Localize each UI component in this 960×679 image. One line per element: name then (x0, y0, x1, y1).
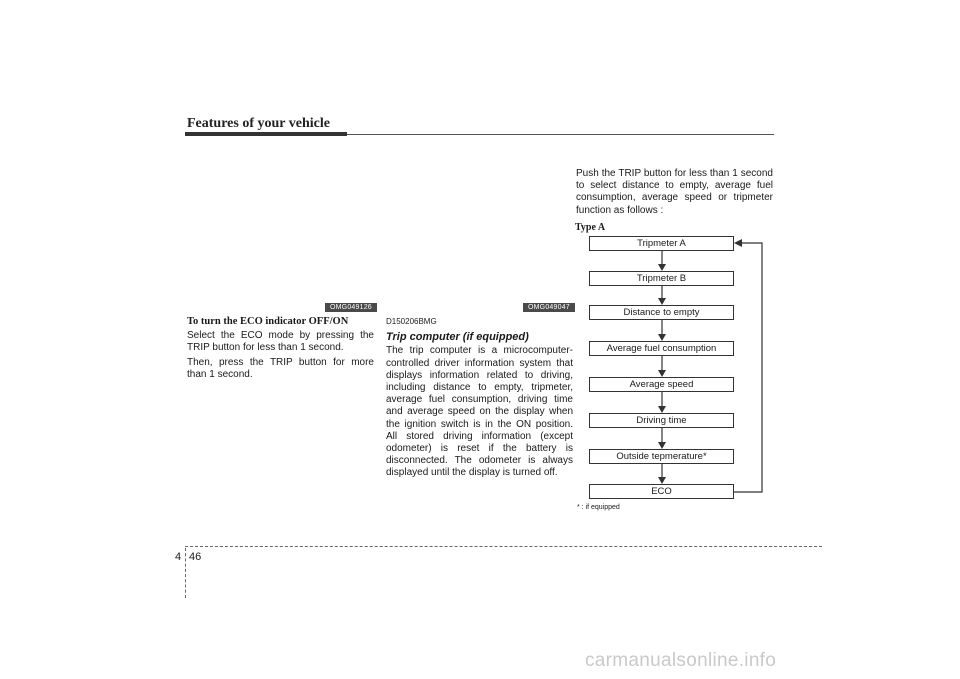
page-chapter: 4 (175, 551, 182, 563)
footer-rule (185, 546, 822, 547)
left-image-label: OMG049126 (325, 303, 377, 312)
flow-step: ECO (589, 484, 734, 499)
flow-step: Tripmeter A (589, 236, 734, 251)
flow-step: Outside tepmerature* (589, 449, 734, 464)
eco-heading: To turn the ECO indicator OFF/ON (187, 316, 349, 327)
watermark: carmanualsonline.info (585, 650, 777, 671)
loop-back-connector (734, 243, 762, 492)
flow-step: Distance to empty (589, 305, 734, 320)
eco-paragraph-1: Select the ECO mode by pressing the TRIP button for less than 1 second. (187, 330, 374, 354)
eco-paragraph-2: Then, press the TRIP button for more than 1 second. (187, 356, 374, 380)
footnote: * : if equipped (577, 504, 620, 511)
trip-computer-heading: Trip computer (if equipped) (386, 331, 529, 344)
trip-computer-paragraph: The trip computer is a microcomputer-controlled driver information system that displays information related to driving, including distance to empty, tripmeter, average fuel consumption, driving time and average speed on the display when the ignition switch is in the ON position. All stored driving information (except odometer) is reset if the battery is disconnected. The odometer is always displayed until the display is turned off. (386, 345, 573, 479)
flow-arrowhead (658, 264, 666, 271)
flow-arrowhead (658, 477, 666, 484)
flow-arrowhead (658, 442, 666, 449)
middle-image-label: OMG049047 (523, 303, 575, 312)
page-number: 46 (189, 551, 202, 563)
trip-intro-paragraph: Push the TRIP button for less than 1 second to select distance to empty, average fuel consumption, average speed or tripmeter function as follows : (576, 168, 773, 216)
flow-arrowhead (658, 298, 666, 305)
section-code: D150206BMG (386, 317, 437, 326)
loop-back-arrowhead (734, 239, 742, 247)
flow-step: Tripmeter B (589, 271, 734, 286)
footer-vertical-rule (185, 548, 186, 598)
flow-arrowhead (658, 406, 666, 413)
flow-step: Driving time (589, 413, 734, 428)
header-title: Features of your vehicle (187, 116, 330, 131)
flow-arrowhead (658, 370, 666, 377)
flow-arrowhead (658, 334, 666, 341)
flow-step: Average fuel consumption (589, 341, 734, 356)
flow-step: Average speed (589, 377, 734, 392)
type-label: Type A (575, 222, 606, 233)
